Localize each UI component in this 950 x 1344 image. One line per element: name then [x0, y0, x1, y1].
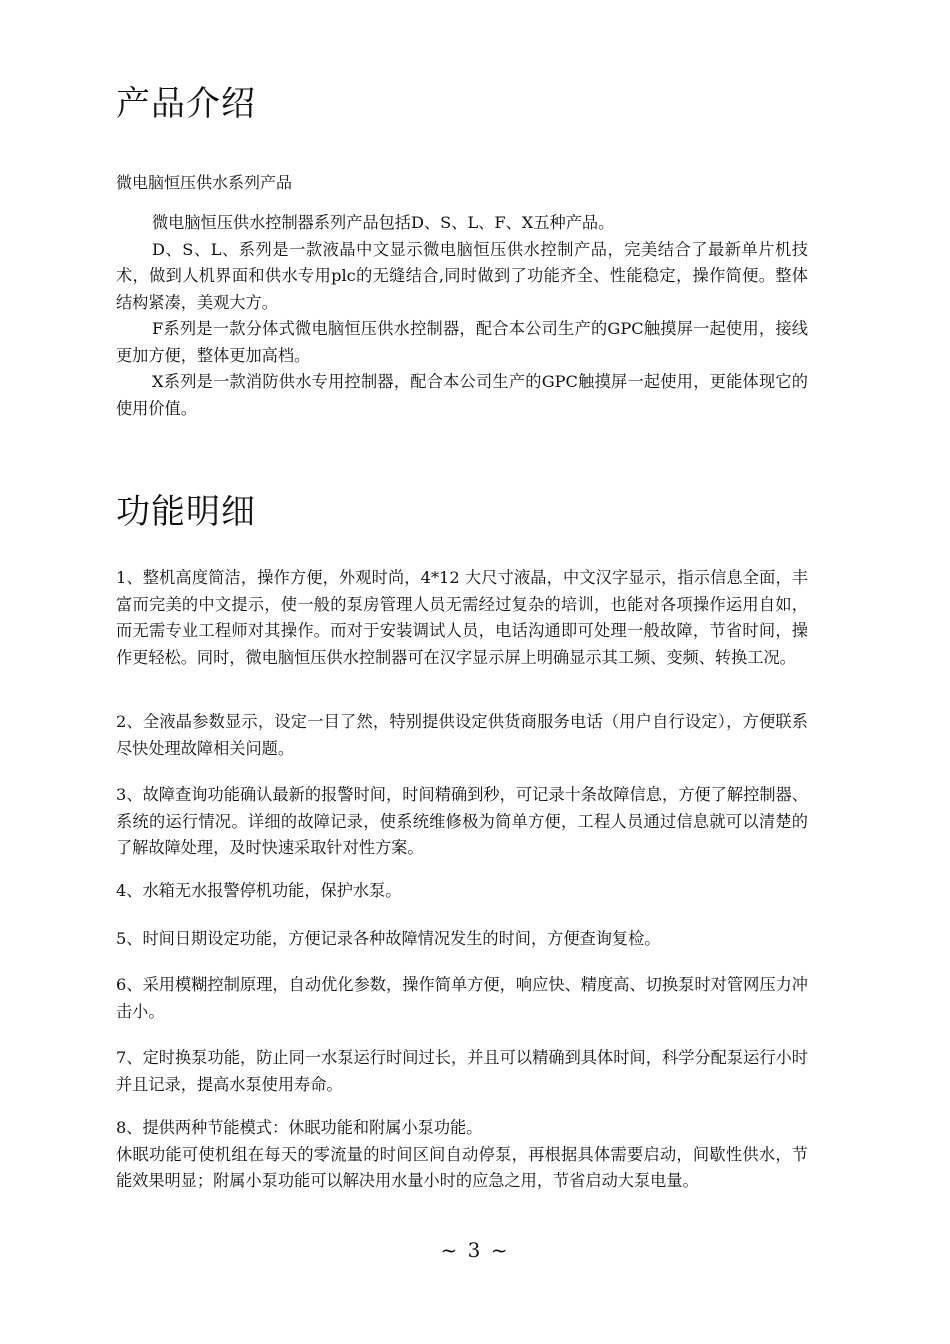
section-subtitle: 微电脑恒压供水系列产品	[116, 173, 293, 192]
feature-item-8-title: 8、提供两种节能模式：休眠功能和附属小泵功能。	[116, 1118, 483, 1137]
intro-body	[116, 210, 808, 422]
feature-item-4: 4、水箱无水报警停机功能，保护水泵。	[116, 881, 402, 900]
feature-item-6: 6、采用模糊控制原理，自动优化参数，操作简单方便，响应快、精度高、切换泵时对管网压力冲击小。	[116, 975, 808, 1021]
page-number: ~ 3 ~	[440, 1238, 510, 1262]
intro-paragraph: F系列是一款分体式微电脑恒压供水控制器，配合本公司生产的GPC触摸屏一起使用，接线更加方便，整体更加高档。	[116, 319, 808, 365]
feature-item-8	[116, 1115, 808, 1195]
section-title-product-intro: 产品介绍	[116, 84, 256, 124]
section-title-function-details: 功能明细	[116, 492, 256, 532]
feature-item-7: 7、定时换泵功能，防止同一水泵运行时间过长，并且可以精确到具体时间，科学分配泵运行小时并且记录，提高水泵使用寿命。	[116, 1048, 808, 1094]
feature-item-5: 5、时间日期设定功能，方便记录各种故障情况发生的时间，方便查询复检。	[116, 929, 661, 948]
intro-paragraph: X系列是一款消防供水专用控制器，配合本公司生产的GPC触摸屏一起使用，更能体现它的使用价值。	[116, 372, 808, 418]
feature-item-1: 1、整机高度简洁，操作方便，外观时尚，4*12 大尺寸液晶，中文汉字显示，指示信息全面，丰富而完美的中文提示，使一般的泵房管理人员无需经过复杂的培训，也能对各项操作运用自如，而无需专业工程师对其操作。而对于安装调试人员，电话沟通即可处理一般故障，节省时间，操作更轻松。同时，微电脑恒压供水控制器可在汉字显示屏上明确显示其工频、变频、转换工况。	[116, 568, 808, 667]
feature-item-8-detail: 休眠功能可使机组在每天的零流量的时间区间自动停泵，再根据具体需要启动，间歇性供水，节能效果明显；附属小泵功能可以解决用水量小时的应急之用，节省启动大泵电量。	[116, 1144, 808, 1190]
intro-paragraph: 微电脑恒压供水控制器系列产品包括D、S、L、F、X五种产品。	[152, 213, 615, 232]
feature-item-2: 2、全液晶参数显示，设定一目了然，特别提供设定供货商服务电话（用户自行设定），方便联系尽快处理故障相关问题。	[116, 712, 808, 758]
feature-item-3: 3、故障查询功能确认最新的报警时间，时间精确到秒，可记录十条故障信息，方便了解控制器、系统的运行情况。详细的故障记录，使系统维修极为简单方便，工程人员通过信息就可以清楚的了解故障处理，及时快速采取针对性方案。	[116, 785, 808, 857]
intro-paragraph: D、S、L、系列是一款液晶中文显示微电脑恒压供水控制产品，完美结合了最新单片机技术，做到人机界面和供水专用plc的无缝结合,同时做到了功能齐全、性能稳定，操作简便。整体结构紧凑，美观大方。	[116, 239, 808, 312]
